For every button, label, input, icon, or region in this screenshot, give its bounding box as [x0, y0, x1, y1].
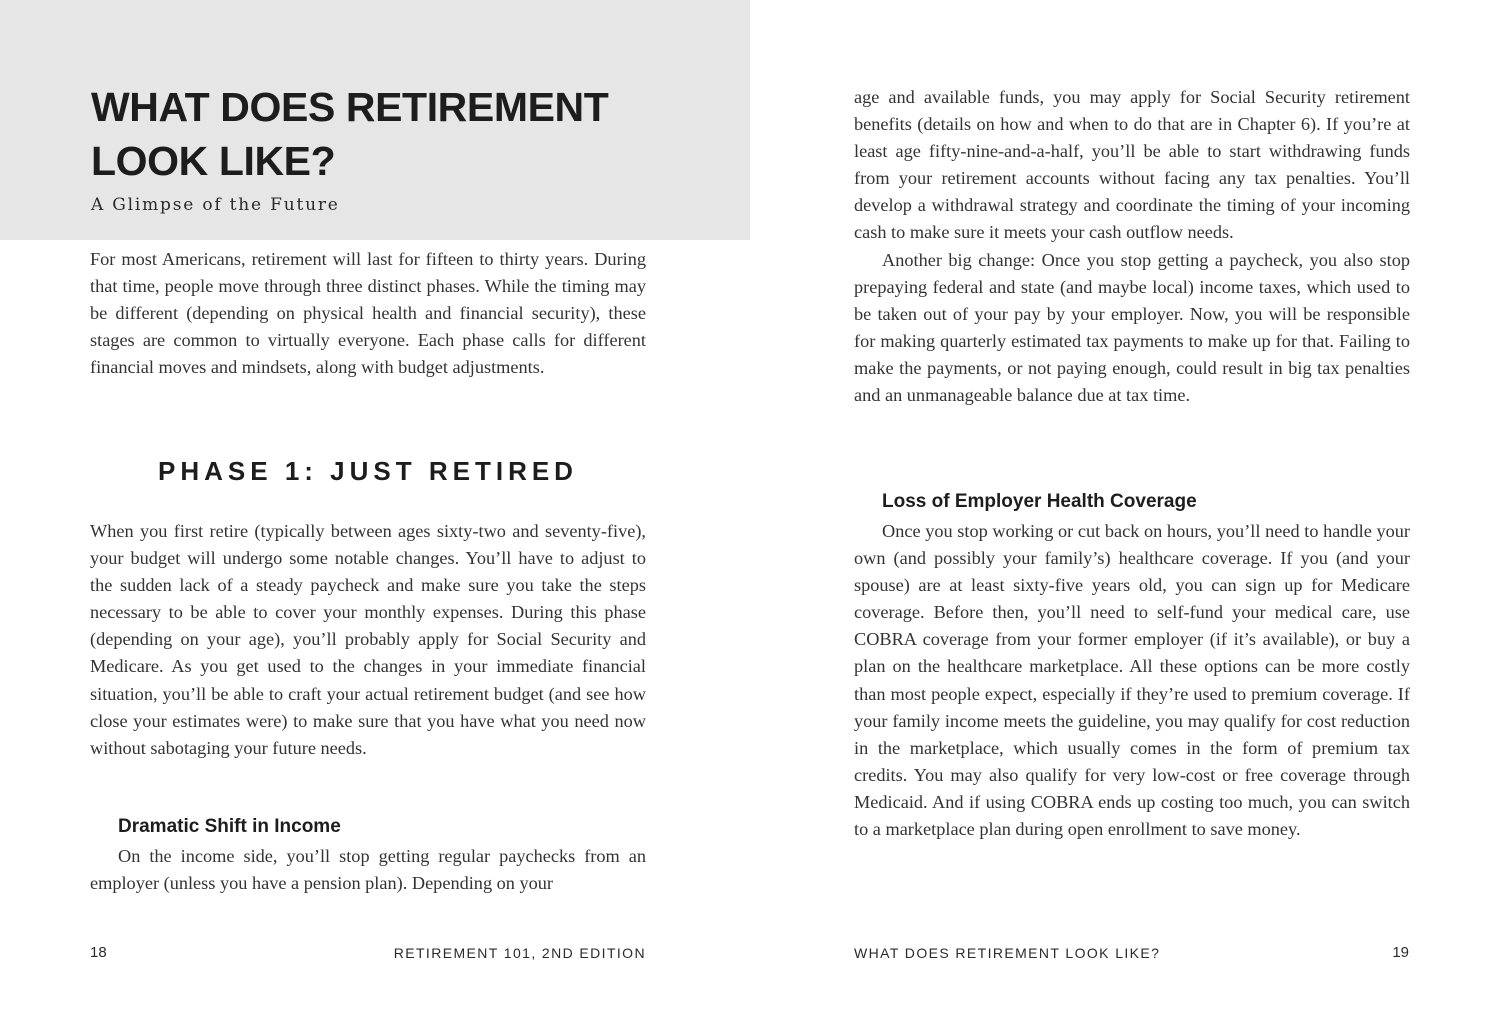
- phase-heading: PHASE 1: JUST RETIRED: [158, 456, 578, 486]
- phase-text: [90, 518, 646, 762]
- income-paragraph: On the income side, you’ll stop getting regular paychecks from an employer (unless you have a pension plan). Depending on your: [90, 846, 646, 894]
- chapter-title: WHAT DOES RETIREMENT LOOK LIKE?: [91, 84, 609, 184]
- running-head-right: WHAT DOES RETIREMENT LOOK LIKE?: [854, 945, 1161, 961]
- intro-paragraph: For most Americans, retirement will last for fifteen to thirty years. During that time, people move through three distinct phases. While the timing may be different (depending on physical health and financial security), these stages are common to virtually everyone. Each phase calls for different financial moves and mindsets, along with budget adjustments.: [90, 249, 646, 378]
- health-paragraph: Once you stop working or cut back on hours, you’ll need to handle your own (and possibly your family’s) healthcare coverage. If you (and your spouse) are at least sixty-five years old, you can sign up for Medicare coverage. Before then, you’ll need to self-fund your medical care, use COBRA coverage from your former employer (if it’s available), or buy a plan on the healthcare marketplace. All these options can be more costly than most people expect, especially if they’re used to premium coverage. If your family income meets the guideline, you may qualify for cost reduction in the marketplace, which usually comes in the form of premium tax credits. You may also qualify for very low-cost or free coverage through Medicaid. And if using COBRA ends up costing too much, you can switch to a marketplace plan during open enrollment to save money.: [854, 521, 1410, 840]
- continued-paragraph: age and available funds, you may apply for Social Security retirement benefits (details on how and when to do that are in Chapter 6). If you’re at least age fifty-nine-and-a-half, you’ll be able to start withdrawing funds from your retirement accounts without facing any tax penalties. You’ll develop a withdrawal strategy and coordinate the timing of your incoming cash to make sure it meets your cash outflow needs.: [854, 87, 1410, 243]
- income-text: [90, 843, 646, 897]
- chapter-subtitle: A Glimpse of the Future: [91, 195, 340, 215]
- phase-paragraph: When you first retire (typically between ages sixty-two and seventy-five), your budget will undergo some notable changes. You’ll have to adjust to the sudden lack of a steady paycheck and make sure you take the steps necessary to be able to cover your monthly expenses. During this phase (depending on your age), you’ll probably apply for Social Security and Medicare. As you get used to the changes in your immediate financial situation, you’ll be able to craft your actual retirement budget (and see how close your estimates were) to make sure that you have what you need now without sabotaging your future needs.: [90, 521, 646, 758]
- subhead-income: Dramatic Shift in Income: [118, 816, 341, 837]
- running-head-left: RETIREMENT 101, 2ND EDITION: [393, 945, 646, 961]
- page-number-right: 19: [1392, 944, 1409, 961]
- continued-text: [854, 84, 1410, 409]
- taxes-paragraph: Another big change: Once you stop getting a paycheck, you also stop prepaying federal and state (and maybe local) income taxes, which used to be taken out of your pay by your employer. Now, you will be responsible for making quarterly estimated tax payments to make up for that. Failing to make the payments, or not paying enough, could result in big tax penalties and an unmanageable balance due at tax time.: [854, 249, 1410, 406]
- intro-text: [90, 246, 646, 381]
- page-number-left: 18: [90, 944, 107, 961]
- subhead-health: Loss of Employer Health Coverage: [882, 491, 1197, 512]
- health-text: [854, 518, 1410, 843]
- right-page: [750, 0, 1500, 1029]
